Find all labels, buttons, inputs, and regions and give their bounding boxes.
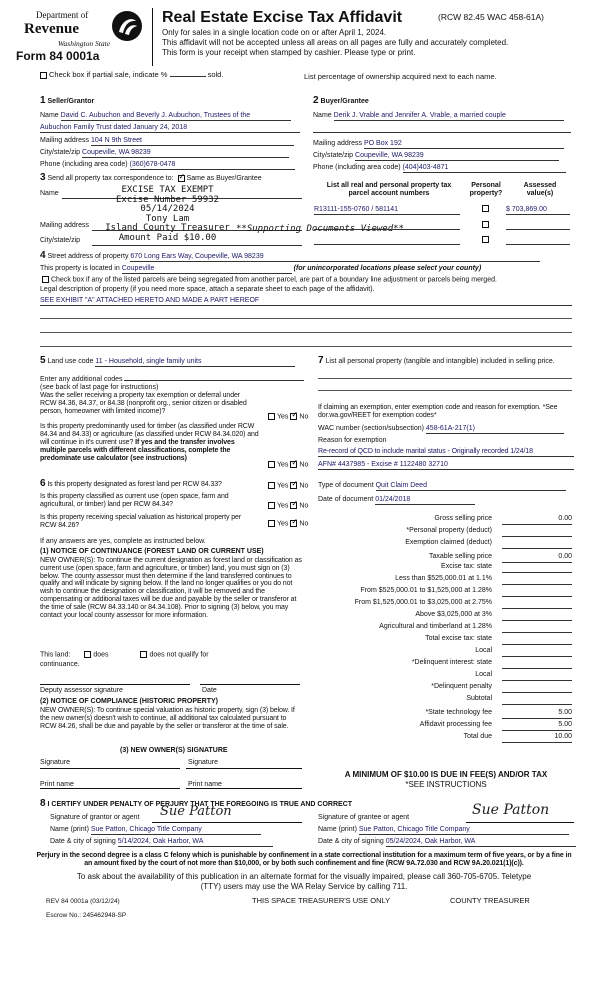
grantee-date-label: Date & city of signing	[318, 838, 384, 845]
additional-codes-label: Enter any additional codes	[40, 376, 123, 384]
calc-row	[318, 646, 574, 657]
calc-row-label: From $525,000.01 to $1,525,000 at 1.28%	[360, 587, 492, 594]
s6-q2-answer	[266, 502, 308, 510]
calc-row	[318, 598, 574, 609]
calc-row-value[interactable]: 5.00	[502, 709, 572, 719]
dor-emblem-icon	[110, 9, 144, 43]
q2-yes-checkbox[interactable]	[268, 461, 275, 468]
calc-row-label: Exemption claimed (deduct)	[405, 539, 492, 546]
calc-row	[318, 694, 574, 705]
assessed-value-field[interactable]: $ 703,869.00	[506, 206, 570, 215]
does-checkbox[interactable]	[84, 651, 91, 658]
segregated-checkbox[interactable]	[42, 276, 49, 283]
partial-sale-checkbox[interactable]	[40, 72, 47, 79]
calc-row-value[interactable]	[502, 659, 572, 669]
stamp-line: Tony Lam	[145, 213, 190, 224]
legal-desc-field[interactable]: SEE EXHIBIT "A" ATTACHED HERETO AND MADE A PART HEREOF	[40, 297, 572, 306]
seller-phone-label: Phone (including area code)	[40, 160, 128, 168]
legal-desc-label: Legal description of property (if you need more space, attach a separate sheet to each page of the affidavit).	[40, 286, 375, 293]
buyer-mail-label: Mailing address	[313, 139, 363, 147]
calc-row	[318, 586, 574, 597]
stamp-line: EXCISE TAX EXEMPT	[121, 185, 214, 195]
grantor-date-label: Date & city of signing	[50, 838, 116, 845]
reason-field-2[interactable]: AFN# 4437985 - Excise # 1122480 32710	[318, 461, 574, 470]
calc-row	[318, 514, 574, 525]
section-1-number: 1	[40, 95, 46, 106]
forest-no-checkbox[interactable]	[290, 482, 297, 489]
alt-format-line2: (TTY) users may use the WA Relay Service by calling 711.	[200, 882, 408, 891]
calc-row-label: Agricultural and timberland at 1.28%	[379, 623, 492, 630]
corr-city-field[interactable]	[92, 245, 302, 246]
buyer-city-field[interactable]: Coupeville, WA 98239	[355, 152, 559, 161]
calc-row-value[interactable]	[502, 563, 572, 573]
calc-row	[318, 610, 574, 621]
calc-row-label: Excise tax: state	[441, 563, 492, 570]
calc-row-value[interactable]	[502, 683, 572, 693]
calc-row	[318, 708, 574, 719]
partial-percent-field[interactable]	[170, 76, 206, 77]
see-instructions-note: *SEE INSTRUCTIONS	[405, 780, 487, 789]
tax-correspondence-row	[40, 172, 262, 184]
section-8-number: 8	[40, 798, 46, 809]
calc-row-value[interactable]	[502, 671, 572, 681]
yes-label: Yes	[277, 413, 289, 421]
grantee-name-row	[318, 826, 569, 835]
new-owner-sig-title: (3) NEW OWNER(S) SIGNATURE	[120, 747, 228, 754]
s6-q3-answer	[266, 520, 308, 528]
notice-compliance-body: NEW OWNER(S): To continue special valuation as historic property, sign (3) below. If the new owner(s) doesn't wish to continue, all additional tax calculated pursuant to RCW 84.26, shall be due and payable by the seller or transferor at the time of sale.	[40, 707, 295, 731]
grantee-signature: Sue Patton	[472, 802, 550, 818]
does-label: does	[93, 651, 109, 659]
calc-row-label: Gross selling price	[434, 515, 492, 522]
calc-row-label: *Delinquent penalty	[431, 683, 492, 690]
section-3-number: 3	[40, 172, 46, 183]
owner-print-label-2: Print name	[188, 781, 222, 788]
q1-no-checkbox[interactable]	[290, 413, 297, 420]
alt-format-line1: To ask about the availability of this publication in an alternate format for the visually impaired, please call 360-705-6705. Teletype	[76, 872, 532, 881]
located-field[interactable]: Coupeville	[122, 265, 292, 274]
owner-signature-label: Signature	[40, 759, 70, 766]
this-land-label: This land:	[40, 651, 71, 659]
section-7-number: 7	[318, 355, 324, 366]
calc-row-label: Subtotal	[466, 695, 492, 702]
currentuse-yes-checkbox[interactable]	[268, 502, 275, 509]
currentuse-no-checkbox[interactable]	[290, 502, 297, 509]
forest-yes-checkbox[interactable]	[268, 482, 275, 489]
grantee-date-field[interactable]: 05/24/2024, Oak Harbor, WA	[386, 838, 576, 847]
s5-q2b: If yes and the transfer involves multiple parcels with different classifications, complete the predominate use calculator (see instructions)	[40, 439, 235, 463]
seller-mail-label: Mailing address	[40, 136, 90, 144]
parcel-number-field-2[interactable]	[314, 221, 460, 230]
s5-q1: Was the seller receiving a property tax exemption or deferral under RCW 84.36, 84.37, or 84.38 (nonprofit org., senior citizen or disabled person, homeowner with limited income)?	[40, 392, 247, 416]
s6-q1-answer	[266, 482, 308, 490]
doctype-label: Type of document	[318, 482, 374, 489]
stamp-line: Island County Treasurer	[105, 223, 230, 234]
this-land-row	[40, 651, 209, 659]
landuse-label: Land use code	[47, 358, 94, 365]
grantee-date-row	[318, 838, 576, 847]
calc-row-value[interactable]	[502, 599, 572, 609]
calc-row	[318, 622, 574, 633]
does-not-label: does not qualify for	[149, 651, 209, 659]
s5-q1-answer	[266, 413, 308, 421]
yes-label: Yes	[277, 502, 289, 510]
calc-row	[318, 670, 574, 681]
stamp-line: Excise Number 59932	[116, 194, 219, 205]
rev-number: REV 84 0001a (03/12/24)	[46, 898, 120, 905]
seller-name-field-2[interactable]: Aubuchon Family Trust dated January 24, 2018	[40, 124, 300, 133]
grantor-name-label: Name (print)	[50, 826, 89, 833]
doctype-field[interactable]: Quit Claim Deed	[376, 482, 566, 491]
street-address-field[interactable]: 670 Long Ears Way, Coupeville, WA 98239	[130, 253, 540, 262]
calc-row	[318, 562, 574, 573]
treasurer-use-note: THIS SPACE TREASURER'S USE ONLY	[252, 896, 391, 905]
grantee-name-label: Name (print)	[318, 826, 357, 833]
landuse-field[interactable]: 11 - Household, single family units	[95, 358, 295, 367]
s6-q1: 6 Is this property designated as forest land per RCW 84.33?	[40, 478, 222, 489]
partial-sale-label: Check box if partial sale, indicate %	[49, 70, 168, 79]
buyer-phone-field[interactable]: (404)403-4871	[403, 164, 566, 173]
partial-sold-label: sold.	[207, 70, 224, 79]
deputy-sig-label: Deputy assessor signature	[40, 687, 123, 694]
grantor-signature: Sue Patton	[160, 804, 232, 819]
supporting-docs-stamp: **Supporting Documents Viewed**	[236, 224, 404, 234]
seller-city-label: City/state/zip	[40, 148, 81, 156]
unincorp-note: (for unincorporated locations please select your county)	[293, 265, 482, 272]
minimum-due-note: A MINIMUM OF $10.00 IS DUE IN FEE(S) AND/OR TAX	[344, 770, 548, 779]
grantor-date-row	[50, 838, 273, 847]
buyer-mail-field[interactable]: PO Box 192	[364, 140, 564, 149]
same-as-buyer-label: Same as Buyer/Grantee	[186, 175, 262, 182]
historic-yes-checkbox[interactable]	[268, 520, 275, 527]
does-not-checkbox[interactable]	[140, 651, 147, 658]
section-6-number: 6	[40, 478, 46, 489]
calc-row-value[interactable]: 5.00	[502, 721, 572, 731]
sig-grantee-label: Signature of grantee or agent	[318, 814, 410, 821]
calc-row-value[interactable]	[502, 539, 572, 549]
calc-row-value[interactable]	[502, 575, 572, 585]
header-line2: This affidavit will not be accepted unless all areas on all pages are fully and accurately completed.	[162, 38, 509, 47]
calc-row-value[interactable]: 10.00	[502, 733, 572, 743]
calc-row-label: From $1,525,000.01 to $3,025,000 at 2.75%	[354, 599, 492, 606]
calc-row	[318, 682, 574, 693]
no-label: No	[299, 482, 309, 490]
escrow-number: Escrow No.: 245462948-SP	[46, 912, 127, 919]
certify-statement: I CERTIFY UNDER PENALTY OF PERJURY THAT THE FOREGOING IS TRUE AND CORRECT	[47, 801, 353, 808]
parcel-number-field-3[interactable]	[314, 236, 460, 245]
calc-row-value[interactable]	[502, 527, 572, 537]
same-as-buyer-checkbox[interactable]	[178, 175, 185, 182]
buyer-title: Buyer/Grantee	[320, 98, 369, 105]
notice-continuance-body: NEW OWNER(S): To continue the current designation as forest land or classification as current use (open space, farm and agriculture, or timber) land, you must sign on (3) below. The county assessor must then determine if the land transferred continues to qualify and will indicate by signing below. If the land no longer qualifies or you do not wish to continue the designation or classification, it will be removed and the compensating or additional taxes will be due and payable by the seller or transferor at the time of sale (RCW 84.33.140 or 84.34.108). Prior to signing (3) below, you may contact your local county assessor for more information.	[40, 557, 302, 619]
personal-property-checkbox[interactable]	[482, 205, 489, 212]
calc-row-label: Above $3,025,000 at 3%	[415, 611, 492, 618]
calc-row	[318, 538, 574, 549]
owner-signature-label-2: Signature	[188, 759, 218, 766]
form-rcw: (RCW 82.45 WAC 458-61A)	[438, 12, 544, 22]
continuance-label: continuance.	[40, 661, 80, 668]
corr-name-label: Name	[40, 190, 59, 197]
yes-label: Yes	[277, 461, 289, 469]
personal-property-checkbox-2[interactable]	[482, 221, 489, 228]
section-2-number: 2	[313, 95, 319, 106]
calc-row-value[interactable]: 0.00	[502, 553, 572, 563]
personal-property-checkbox-3[interactable]	[482, 236, 489, 243]
docdate-field[interactable]: 01/24/2018	[375, 496, 475, 505]
s5-q2-answer	[266, 461, 308, 469]
excise-exempt-stamp	[100, 186, 235, 244]
exemption-claim-note: If claiming an exemption, enter exemption code and reason for exemption. *See dor.wa.gov/REET for exemption codes*	[318, 404, 558, 420]
docdate-label: Date of document	[318, 496, 374, 503]
additional-codes-field[interactable]	[124, 373, 304, 381]
seller-section	[40, 95, 302, 170]
located-label: This property is located in	[40, 265, 120, 272]
parcel-col-header: List all real and personal property tax parcel account numbers	[326, 182, 452, 198]
calc-row-label: Taxable selling price	[428, 553, 492, 560]
stamp-line: 05/14/2024	[140, 204, 195, 215]
personal-property-section	[318, 355, 573, 367]
parcel-number-field[interactable]: R13111-155-0760 / 581141	[314, 206, 460, 215]
ownership-note: List percentage of ownership acquired next to each name.	[304, 72, 497, 81]
partial-sale-row	[38, 71, 223, 80]
assessed-value-field-2[interactable]	[506, 221, 570, 230]
form-title: Real Estate Excise Tax Affidavit	[162, 9, 403, 26]
land-use-section	[40, 355, 305, 392]
q1-yes-checkbox[interactable]	[268, 413, 275, 420]
calc-row-label: Affidavit processing fee	[419, 721, 492, 728]
corr-mail-label: Mailing address	[40, 222, 90, 229]
corr-city-label: City/state/zip	[40, 237, 81, 244]
calc-row	[318, 732, 574, 743]
docdate-row	[318, 496, 475, 505]
sig-grantor-label: Signature of grantor or agent	[50, 814, 140, 821]
no-label: No	[299, 461, 309, 469]
personal-property-label: List all personal property (tangible and intangible) included in selling price.	[325, 358, 555, 365]
seller-phone-field[interactable]: (360)678-0478	[130, 161, 295, 170]
grantor-name-row	[50, 826, 261, 835]
calc-row-value[interactable]	[502, 635, 572, 645]
form-number: Form 84 0001a	[16, 49, 100, 63]
grantor-name-field[interactable]: Sue Patton, Chicago Title Company	[91, 826, 261, 835]
county-treasurer-label: COUNTY TREASURER	[450, 896, 530, 905]
buyer-name-field-2[interactable]	[313, 124, 571, 133]
logo-revenue: Revenue	[24, 21, 79, 37]
section-5-number: 5	[40, 355, 46, 366]
wac-field[interactable]: 458-61A-217(1)	[426, 425, 564, 434]
calc-row-label: Local	[475, 671, 492, 678]
reason-field[interactable]: Re-record of QCD to include marital status - Originally recorded 1/24/18	[318, 448, 574, 457]
calc-row-value[interactable]: 0.00	[502, 515, 572, 525]
calc-row-value[interactable]	[502, 623, 572, 633]
calc-row-value[interactable]	[502, 587, 572, 597]
yes-label: Yes	[277, 520, 289, 528]
buyer-phone-label: Phone (including area code)	[313, 163, 401, 171]
grantor-date-field[interactable]: 5/14/2024, Oak Harbor, WA	[118, 838, 273, 847]
if-any-note: If any answers are yes, complete as instructed below.	[40, 538, 206, 545]
owner-print-label: Print name	[40, 781, 74, 788]
calc-row	[318, 720, 574, 731]
deputy-date-label: Date	[202, 687, 217, 694]
no-label: No	[299, 413, 309, 421]
calc-row-value[interactable]	[502, 611, 572, 621]
seller-mail-field[interactable]: 104 N 9th Street	[91, 137, 294, 146]
buyer-name-label: Name	[313, 111, 332, 119]
buyer-section	[313, 95, 573, 173]
calc-row-label: *Personal property (deduct)	[406, 527, 492, 534]
calc-row	[318, 634, 574, 645]
calc-row-value[interactable]	[502, 647, 572, 657]
no-label: No	[299, 502, 309, 510]
located-row	[40, 265, 481, 274]
logo-state: Washington State	[58, 39, 111, 48]
correspondence-label: Send all property tax correspondence to:	[47, 175, 174, 182]
calc-row	[318, 526, 574, 537]
header-line3: This form is your receipt when stamped by cashier. Please type or print.	[162, 48, 416, 57]
doctype-row	[318, 482, 566, 491]
notice-compliance-title: (2) NOTICE OF COMPLIANCE (HISTORIC PROPERTY)	[40, 698, 218, 705]
buyer-city-label: City/state/zip	[313, 151, 354, 159]
assessed-value-field-3[interactable]	[506, 236, 570, 245]
wac-label: WAC number (section/subsection)	[318, 425, 424, 432]
buyer-name-field[interactable]: Derik J. Vrable and Jennifer A. Vrable, a married couple	[334, 112, 564, 121]
seller-name-label: Name	[40, 111, 59, 119]
logo-dept: Department of	[36, 10, 89, 20]
calc-row-label: *Delinquent interest: state	[411, 659, 492, 666]
calc-row-label: Total due	[463, 733, 492, 740]
s6-q2: Is this property classified as current use (open space, farm and agricultural, or timber) land per RCW 84.34?	[40, 493, 229, 509]
seller-city-field[interactable]: Coupeville, WA 98239	[82, 149, 289, 158]
segregated-row	[40, 276, 497, 284]
street-row	[40, 250, 540, 262]
calc-row	[318, 574, 574, 585]
calc-row-label: Local	[475, 647, 492, 654]
s6-q3: Is this property receiving special valuation as historical property per RCW 84.26?	[40, 514, 242, 530]
notice-continuance-title: (1) NOTICE OF CONTINUANCE (FOREST LAND OR CURRENT USE)	[40, 548, 264, 555]
s5-q2a: Is this property predominantly used for timber (as classified under RCW 84.34 and 84.33) or agriculture (as classified under RCW 84.34.020) and will continue in it's current use? If yes and the transfer involves multiple parcels with different classifications, complete the predominate use calculator (see instructions)	[40, 423, 259, 463]
perjury-statement: Perjury in the second degree is a class C felony which is punishable by confinement in a state correctional institution for a maximum term of five years, or by a fine in an amount fixed by the court of not more than $10,000, or by both such confinement and fine (RCW 9A.72.030 and RCW 9A.20.021(1)(c)).	[36, 852, 572, 868]
reason-label: Reason for exemption	[318, 437, 387, 444]
calc-row	[318, 658, 574, 669]
see-back-note: (see back of last page for instructions)	[40, 384, 159, 392]
calc-row-label: Total excise tax: state	[425, 635, 492, 642]
street-label: Street address of property	[47, 253, 129, 260]
section-4-number: 4	[40, 250, 46, 261]
calc-row-label: Less than $525,000.01 at 1.1%	[395, 575, 492, 582]
calc-row-label: *State technology fee	[425, 709, 492, 716]
no-label: No	[299, 520, 309, 528]
personal-col-header: Personal property?	[469, 182, 503, 198]
wac-row	[318, 425, 564, 434]
calc-row-value[interactable]	[502, 695, 572, 705]
segregated-label: Check box if any of the listed parcels are being segregated from another parcel, are part of a boundary line adjustment or parcels being merged.	[51, 276, 497, 284]
seller-title: Seller/Grantor	[47, 98, 95, 105]
header-line1: Only for sales in a single location code on or after April 1, 2024.	[162, 28, 387, 37]
grantee-name-field[interactable]: Sue Patton, Chicago Title Company	[359, 826, 569, 835]
yes-label: Yes	[277, 482, 289, 490]
assessed-col-header: Assessed value(s)	[523, 182, 557, 198]
historic-no-checkbox[interactable]	[290, 520, 297, 527]
seller-name-field[interactable]: David C. Aubuchon and Beverly J. Aubuchon, Trustees of the	[61, 112, 291, 121]
q2-no-checkbox[interactable]	[290, 461, 297, 468]
stamp-line: Amount Paid $10.00	[118, 232, 217, 243]
